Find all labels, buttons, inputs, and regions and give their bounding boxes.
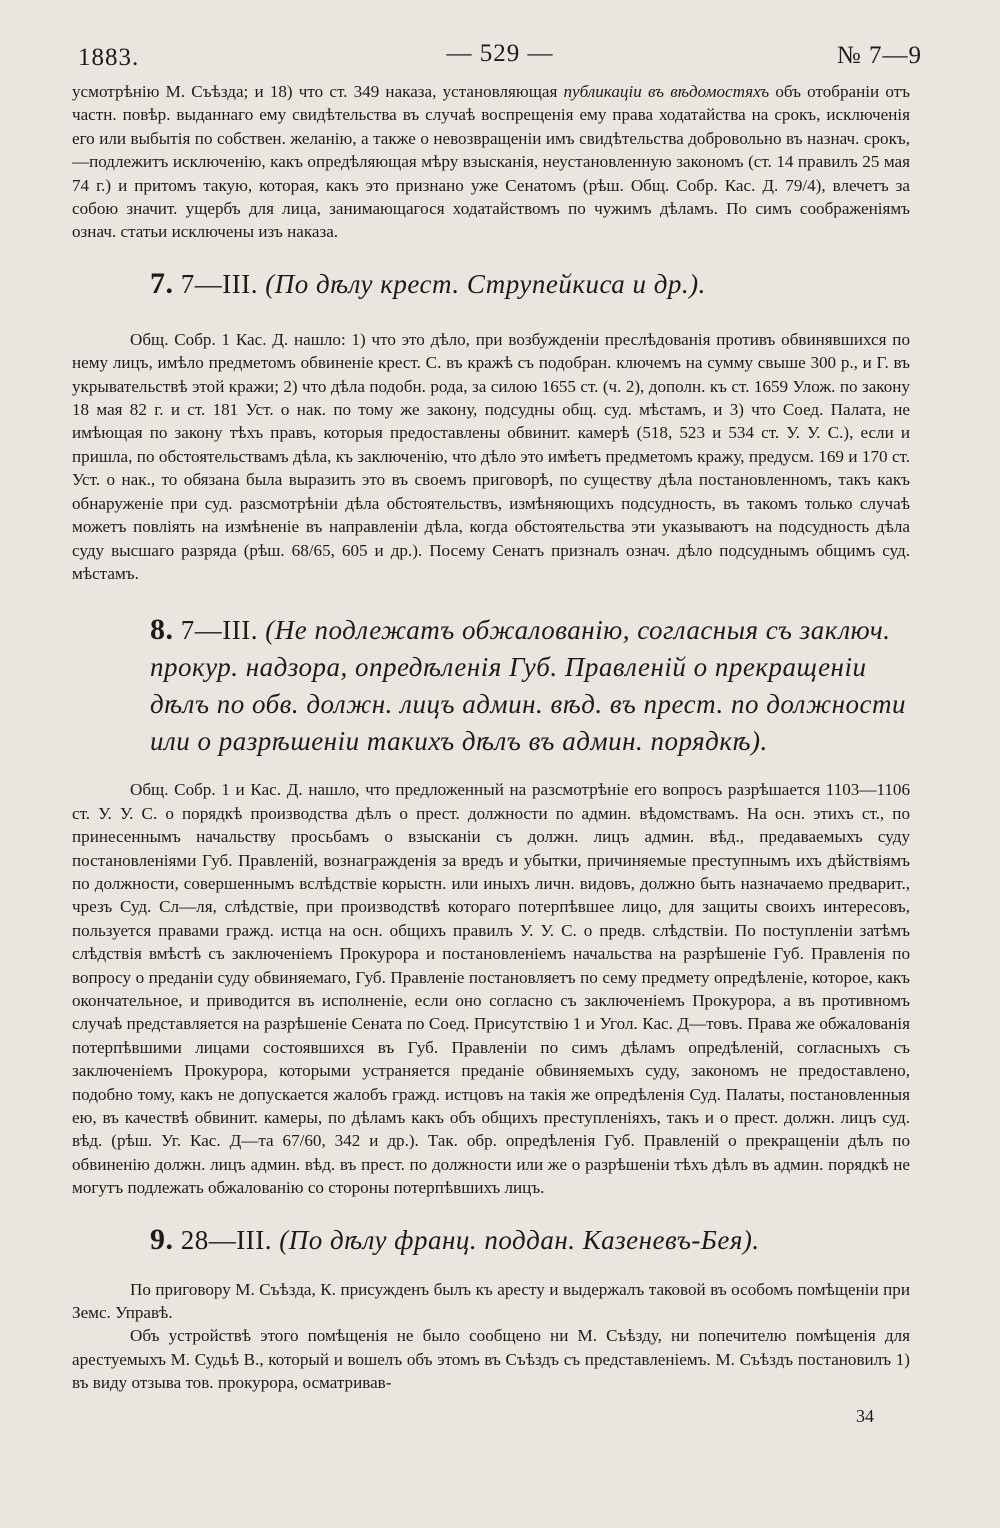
section-9-subject: (По дѣлу франц. поддан. Казеневъ-Бея). xyxy=(279,1224,760,1255)
section-8-date: 7—III. xyxy=(173,615,266,646)
intro-text-start: усмотрѣнію М. Съѣзда; и 18) что ст. 349 наказа, установляющая xyxy=(72,82,564,101)
section-8-number: 8. xyxy=(150,613,174,647)
section-7-body: Общ. Собр. 1 Кас. Д. нашло: 1) что это дѣло, при возбужденіи преслѣдованія противъ обвинявшихся по нему лицъ, имѣло предметомъ обвиненіе крест. С. въ кражѣ съ подобран. ключемъ на сумму свыше 300 р., и Г. въ укрывательствѣ этой кражи; 2) что дѣла подобн. рода, за силою 1655 ст. (ч. 2), дополн. къ ст. 1659 Улож. по закону 18 мая 82 г. и ст. 181 Уст. о нак. по тому же закону, подсудны общ. суд. мѣстамъ, и 3) что Соед. Палата, не имѣющая по закону тѣхъ правъ, которыя предоставлены обвинит. камерѣ (518, 523 и 534 ст. У. У. С.), если и пришла, по обстоятельствамъ дѣла, къ заключенію, что дѣло это имѣетъ предметомъ кражу, предусм. 169 и 170 ст. Уст. о нак., то обязана была выразить это въ своемъ приговорѣ, по существу дѣла постановленномъ, такъ какъ обнаруженіе при суд. разсмотрѣніи дѣла обстоятельствъ, измѣняющихъ подсудность, въ такомъ только случаѣ можетъ повліять на измѣненіе въ направленіи дѣла, когда обстоятельства эти указываютъ на подсудность дѣла суду высшаго разряда (рѣш. 68/65, 605 и др.). Посему Сенатъ призналъ означ. дѣло подсуднымъ общимъ суд. мѣстамъ. xyxy=(72,329,910,583)
section-7-subject: (По дѣлу крест. Струпейкиса и др.). xyxy=(265,268,706,299)
signature-mark: 34 xyxy=(856,1406,874,1426)
intro-paragraph xyxy=(72,80,910,244)
intro-text-end: объ отобраніи отъ частн. повѣр. выданнаго ему свидѣтельства въ случаѣ воспрещенія ему права ходатайства на срокъ, исключенія его или выбытія по собствен. желанію, а также о невозвращеніи имъ свидѣтельства добровольно въ назнач. срокъ,—подлежитъ исключенію, какъ опредѣляющая мѣру взысканія, неустановленную закономъ (ст. 14 правилъ 25 мая 74 г.) и притомъ такую, которая, какъ это признано уже Сенатомъ (рѣш. Общ. Собр. Кас. Д. 79/4), влечетъ за собою значит. ущербъ для лица, занимающагося ходатайствомъ по чужимъ дѣламъ. По симъ соображеніямъ означ. статьи исключены изъ наказа. xyxy=(72,82,910,242)
section-9-date: 28—III. xyxy=(173,1224,280,1255)
header-year: 1883. xyxy=(78,44,140,71)
section-8-body: Общ. Собр. 1 и Кас. Д. нашло, что предложенный на разсмотрѣніе его вопросъ разрѣшается 1103—1106 ст. У. У. С. о порядкѣ производства дѣлъ о прест. должности по админ. вѣдомствамъ. На осн. этихъ ст., по принесеннымъ начальству просьбамъ о взысканіи съ должн. лицъ админ. вѣд., предаваемыхъ суду постановленіями Губ. Правленій, вознагражденія за вредъ и убытки, причиняемые преступнымъ ихъ дѣйствіямъ по должности, совершеннымъ вслѣдствіе корыстн. или иныхъ личн. видовъ, должно быть назначаемо предварит., чрезъ Суд. Сл—ля, слѣдствіе, при производствѣ котораго потерпѣвшее лицо, для защиты своихъ интересовъ, пользуется правами гражд. истца на осн. общихъ правилъ У. У. С. о предв. слѣдствіи. По поступленіи затѣмъ слѣдствія вмѣстѣ съ заключеніемъ Прокурора и постановленіемъ начальства на разрѣшеніе Губ. Правленія по вопросу о преданіи суду обвиняемаго, Губ. Правленіе постановляетъ по сему предмету опредѣленіе, которое, какъ окончательное, и приводится въ исполненіе, если оно согласно съ заключеніемъ Прокурора, а въ противномъ случаѣ представляется на разрѣшеніе Сената по Соед. Присутствію 1 и Угол. Кас. Д—товъ. Права же обжалованія потерпѣвшими лицами состоявшихся въ Губ. Правленіи по симъ дѣламъ опредѣленій, согласныхъ съ заключеніемъ Прокурора, которыми устраняется преданіе обвиняемыхъ суду, закономъ не предоставлено, подобно тому, какъ не допускается жалобъ гражд. истцовъ на такія же опредѣленія Суд. Палаты, постановленныя ею, въ качествѣ обвинит. камеры, по дѣламъ какъ объ общихъ преступленіяхъ, такъ и о прест. должн. лицъ суд. вѣд. (рѣш. Уг. Кас. Д—та 67/60, 342 и др.). Так. обр. опредѣленія Губ. Правленій о прекращеніи дѣлъ по обвиненію должн. лицъ админ. вѣд. въ прест. по должности или же о разрѣшеніи тѣхъ дѣлъ въ админ. порядкѣ не могутъ подлежать обжалованію со стороны потерпѣвшихъ лицъ. xyxy=(72,780,910,1198)
section-9-number: 9. xyxy=(150,1222,174,1256)
section-7-heading xyxy=(150,266,910,302)
section-7-date: 7—III. xyxy=(173,268,266,299)
page-header xyxy=(72,40,922,80)
header-issue: № 7—9 xyxy=(836,42,922,69)
section-9-heading xyxy=(150,1222,910,1258)
header-page-number: — 529 — xyxy=(446,40,554,67)
section-8-heading xyxy=(150,611,910,760)
section-8-subject: (Не подлежатъ обжалованію, согласныя съ заключ. прокур. надзора, опредѣленія Губ. Правленій о прекращеніи дѣлъ по обв. должн. лицъ админ. вѣд. въ прест. по должности или о разрѣшеніи такихъ дѣлъ въ админ. порядкѣ). xyxy=(150,615,906,757)
section-7-number: 7. xyxy=(150,266,174,300)
intro-italic-phrase: публикаціи въ вѣдомостяхъ xyxy=(563,82,770,101)
section-9-paragraph-2: Объ устройствѣ этого помѣщенія не было сообщено ни М. Съѣзду, ни попечителю помѣщенія для арестуемыхъ М. Судьѣ В., который и вошелъ объ этомъ въ Съѣздъ съ представленіемъ. М. Съѣздъ постановилъ 1) въ виду отзыва тов. прокурора, осматривав- xyxy=(72,1326,910,1393)
section-9-paragraph-1: По приговору М. Съѣзда, К. присужденъ былъ къ аресту и выдержалъ таковой въ особомъ помѣщеніи при Земс. Управѣ. xyxy=(72,1279,910,1323)
